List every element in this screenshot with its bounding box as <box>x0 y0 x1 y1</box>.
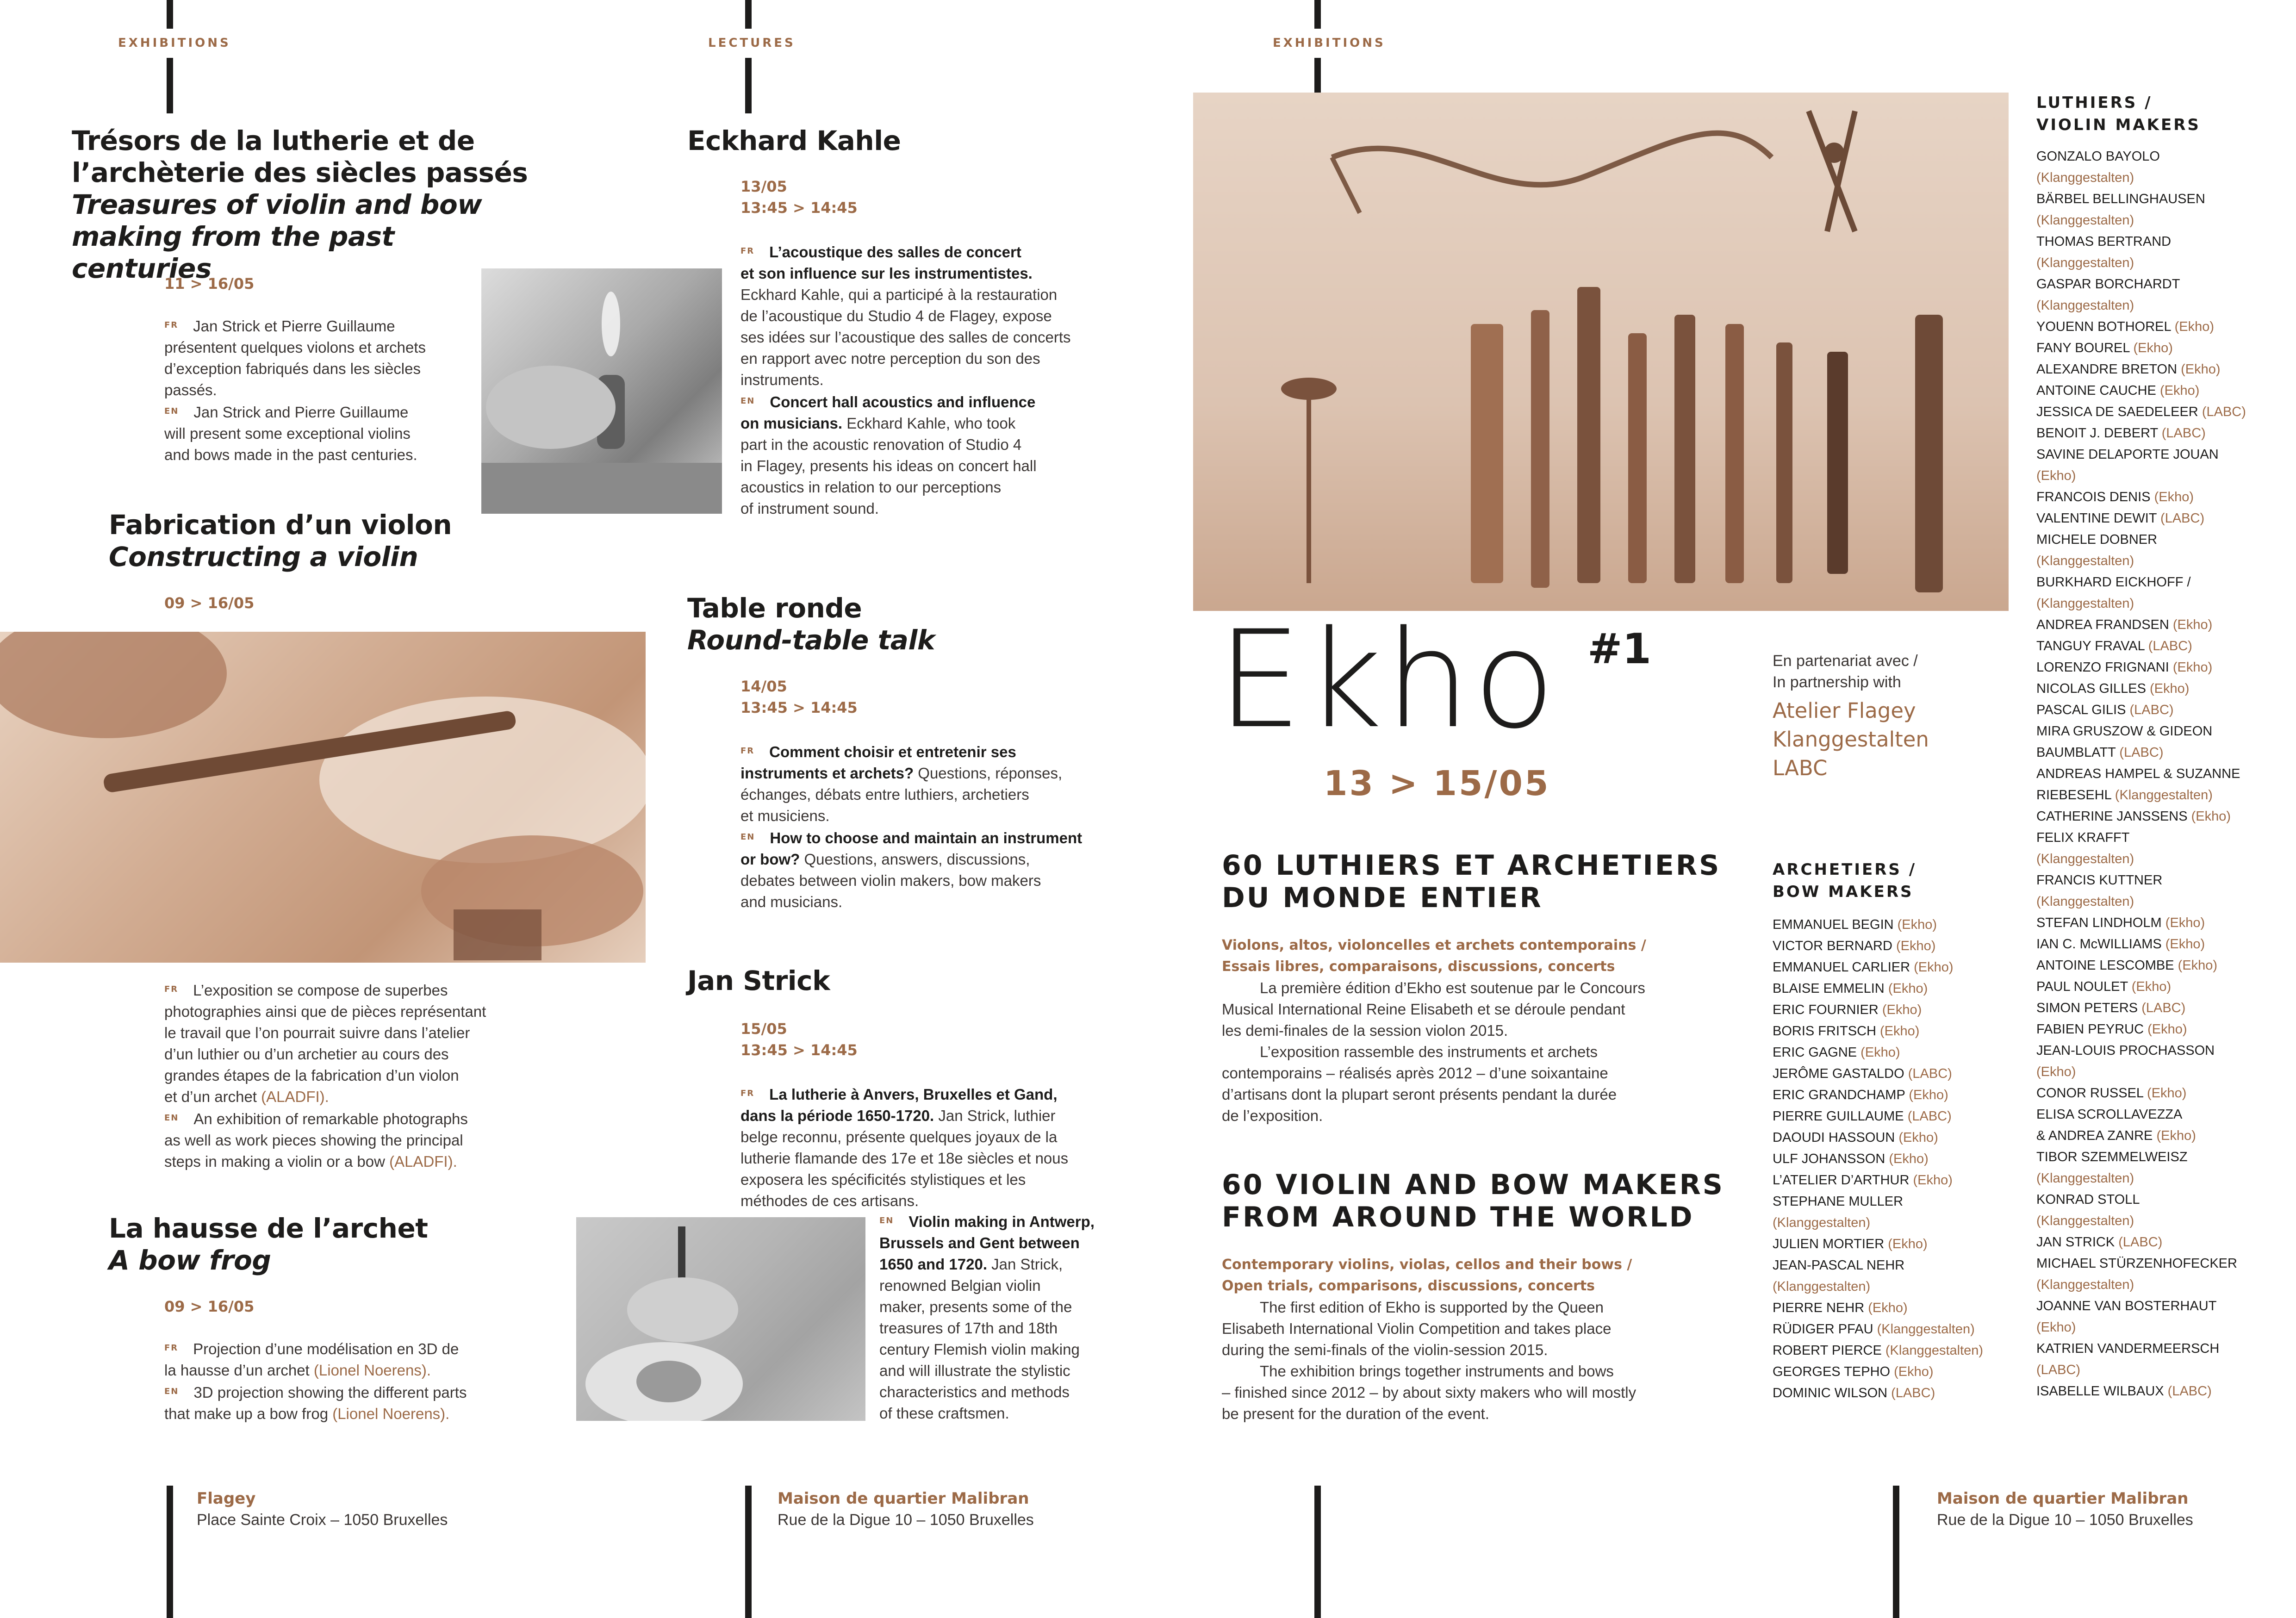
maker-affiliation: (LABC) <box>1891 1386 1935 1400</box>
divider-bar <box>167 0 173 29</box>
maker-entry <box>1773 1382 2041 1404</box>
hausse-date: 09 > 16/05 <box>164 1298 255 1315</box>
section-tag-exhibitions: EXHIBITIONS <box>118 36 231 50</box>
maker-entry <box>1773 1170 2041 1191</box>
section-tag-exhibitions: EXHIBITIONS <box>1273 36 1386 50</box>
ekho-edition: #1 <box>1587 625 1652 673</box>
maker-affiliation: (Ekho) <box>1860 1045 1900 1060</box>
maker-entry <box>2036 742 2286 763</box>
maker-entry <box>2036 721 2286 742</box>
maker-affiliation: (Klanggestalten) <box>2036 213 2134 228</box>
maker-name: NICOLAS GILLES <box>2036 681 2150 696</box>
maker-affiliation: (LABC) <box>2148 639 2192 653</box>
maker-affiliation: (LABC) <box>2118 1235 2163 1250</box>
maker-affiliation: (Ekho) <box>2191 809 2231 824</box>
photo-flame <box>481 268 722 514</box>
maker-affiliation: (Klanggestalten) <box>2036 1214 2134 1228</box>
maker-affiliation: (Klanggestalten) <box>2036 554 2134 568</box>
maker-affiliation: (Ekho) <box>1868 1301 1908 1315</box>
maker-entry <box>2036 486 2286 508</box>
maker-name: CONOR RUSSEL <box>2036 1086 2147 1101</box>
maker-entry <box>2036 614 2286 635</box>
divider-bar <box>1314 0 1321 29</box>
maker-entry <box>2036 1295 2286 1317</box>
maker-entry <box>2036 1168 2286 1189</box>
maker-entry <box>2036 870 2286 891</box>
maker-affiliation: (Ekho) <box>1889 1151 1929 1166</box>
maker-name: ANTOINE CAUCHE <box>2036 383 2160 398</box>
photo-tools <box>1193 93 2009 611</box>
maker-affiliation: (LABC) <box>2160 511 2205 526</box>
maker-entry <box>2036 1274 2286 1295</box>
maker-name: RIEBESEHL <box>2036 788 2115 803</box>
ekho-dates: 13 > 15/05 <box>1324 764 1550 803</box>
maker-entry <box>2036 1381 2286 1402</box>
maker-affiliation: (Ekho) <box>1894 1364 1934 1379</box>
maker-name: BÄRBEL BELLINGHAUSEN <box>2036 192 2205 206</box>
maker-name: ELISA SCROLLAVEZZA <box>2036 1107 2183 1122</box>
maker-affiliation: (Ekho) <box>1913 1173 1953 1188</box>
maker-affiliation: (Ekho) <box>2036 468 2076 483</box>
maker-entry <box>2036 316 2286 337</box>
maker-entry <box>2036 188 2286 210</box>
maker-entry <box>1773 1084 2041 1106</box>
maker-entry <box>1773 1106 2041 1127</box>
hausse-text: $^{FR}$ Projection d’une modélisation en 3D de la hausse d’un archet (Lionel Noerens). $^{EN}$ 3D projection showing the different parts that make up a bow frog (Lionel Noerens). <box>164 1340 467 1422</box>
maker-entry <box>2036 572 2286 593</box>
maker-affiliation: (Ekho) <box>2165 937 2205 952</box>
maker-name: MIRA GRUSZOW & GIDEON <box>2036 724 2213 739</box>
maker-name: FANY BOUREL <box>2036 341 2134 355</box>
maker-entry <box>2036 380 2286 401</box>
maker-name: EMMANUEL CARLIER <box>1773 960 1914 975</box>
maker-entry <box>2036 252 2286 274</box>
bow-makers-list <box>1773 914 2041 1404</box>
photo-scroll <box>576 1217 865 1421</box>
partner-klanggestalten: Klanggestalten <box>1773 727 1929 752</box>
fr-subheading: Violons, altos, violoncelles et archets contemporains / Essais libres, comparaisons, discussions, concerts <box>1222 937 1646 975</box>
maker-entry <box>2036 465 2286 486</box>
maker-name: FRANCOIS DENIS <box>2036 490 2154 504</box>
maker-affiliation: (LABC) <box>2036 1363 2081 1377</box>
maker-name: GEORGES TEPHO <box>1773 1364 1894 1379</box>
strick-title: Jan Strick <box>687 965 830 996</box>
maker-entry <box>2036 806 2286 827</box>
maker-name: JEAN-LOUIS PROCHASSON <box>2036 1043 2215 1058</box>
maker-name: ULF JOHANSSON <box>1773 1151 1889 1166</box>
en-subheading: Contemporary violins, violas, cellos and their bows / Open trials, comparisons, discussions, concerts <box>1222 1257 1632 1294</box>
maker-name: JULIEN MORTIER <box>1773 1237 1888 1251</box>
maker-entry <box>2036 955 2286 976</box>
maker-affiliation: (Ekho) <box>2165 915 2205 930</box>
maker-entry <box>1773 1340 2041 1361</box>
divider-bar <box>167 1486 173 1618</box>
maker-affiliation: (Ekho) <box>2181 362 2221 377</box>
maker-entry <box>2036 401 2286 423</box>
maker-name: JAN STRICK <box>2036 1235 2119 1250</box>
fr-heading: 60 LUTHIERS ET ARCHETIERS DU MONDE ENTIER <box>1222 849 1721 914</box>
maker-entry <box>2036 1019 2286 1040</box>
maker-entry <box>2036 529 2286 550</box>
maker-affiliation: (Klanggestalten) <box>2036 1277 2134 1292</box>
maker-entry <box>2036 1317 2286 1338</box>
maker-entry <box>2036 210 2286 231</box>
table-title: Table ronde Round-table talk <box>687 592 935 656</box>
fr-paragraph: La première édition d’Ekho est soutenue par le Concours Musical International Reine Elisabeth et se déroule pendant les demi-finales de la session violon 2015. L’exposition rassemble des instruments et archets contemporains – réalisés après 2012 – d’une soixantaine d’artisans dont la plupart seront présents pendant la durée de l’exposition. <box>1222 979 1645 1124</box>
maker-name: TIBOR SZEMMELWEISZ <box>2036 1150 2188 1164</box>
maker-entry <box>1773 1319 2041 1340</box>
en-paragraph: The first edition of Ekho is supported by the Queen Elisabeth International Violin Competition and takes place during the semi-finals of the violin-session 2015. The exhibition brings together instruments and bows – finished since 2012 – by about sixty makers who will mostly be present for the duration of the event. <box>1222 1299 1636 1422</box>
maker-affiliation: (Ekho) <box>1888 981 1928 996</box>
maker-name: BORIS FRITSCH <box>1773 1024 1880 1039</box>
maker-entry <box>2036 635 2286 657</box>
maker-entry <box>1773 1255 2041 1276</box>
maker-entry <box>1773 1063 2041 1084</box>
partner-atelier-flagey: Atelier Flagey <box>1773 698 1916 723</box>
maker-name: FABIEN PEYRUC <box>2036 1022 2148 1037</box>
maker-entry <box>2036 763 2286 784</box>
maker-name: RÜDIGER PFAU <box>1773 1322 1877 1337</box>
maker-affiliation: (Klanggestalten) <box>2036 894 2134 909</box>
maker-name: BAUMBLATT <box>2036 745 2120 760</box>
maker-name: JOANNE VAN BOSTERHAUT <box>2036 1299 2217 1313</box>
maker-name: VICTOR BERNARD <box>1773 939 1896 953</box>
maker-affiliation: (LABC) <box>1908 1066 1952 1081</box>
maker-name: TANGUY FRAVAL <box>2036 639 2148 653</box>
maker-name: PIERRE GUILLAUME <box>1773 1109 1908 1124</box>
maker-entry <box>2036 784 2286 806</box>
maker-entry <box>2036 1253 2286 1274</box>
maker-entry <box>2036 678 2286 699</box>
maker-entry <box>2036 295 2286 316</box>
maker-affiliation: (Ekho) <box>1909 1088 1948 1102</box>
maker-entry <box>1773 1233 2041 1255</box>
maker-entry <box>2036 1040 2286 1061</box>
maker-entry <box>1773 1021 2041 1042</box>
maker-affiliation: (Klanggestalten) <box>1773 1215 1871 1230</box>
maker-entry <box>2036 657 2286 678</box>
divider-bar <box>745 1486 752 1618</box>
maker-entry <box>2036 891 2286 912</box>
maker-affiliation: (LABC) <box>1907 1109 1952 1124</box>
maker-name: LORENZO FRIGNANI <box>2036 660 2173 675</box>
maker-name: JESSICA DE SAEDELEER <box>2036 404 2202 419</box>
maker-name: JERÔME GASTALDO <box>1773 1066 1908 1081</box>
maker-entry <box>2036 593 2286 614</box>
maker-affiliation: (Klanggestalten) <box>2036 298 2134 313</box>
maker-affiliation: (LABC) <box>2202 404 2246 419</box>
maker-entry <box>2036 1146 2286 1168</box>
violin-makers-heading: LUTHIERS / VIOLIN MAKERS <box>2036 93 2201 134</box>
maker-name: DOMINIC WILSON <box>1773 1386 1892 1400</box>
maker-name: JEAN-PASCAL NEHR <box>1773 1258 1905 1273</box>
tresors-date: 11 > 16/05 <box>164 275 255 292</box>
maker-name: BENOIT J. DEBERT <box>2036 426 2162 441</box>
maker-entry <box>1773 1148 2041 1170</box>
divider-bar <box>745 0 752 29</box>
maker-affiliation: (Ekho) <box>2174 319 2215 334</box>
maker-entry <box>1773 1361 2041 1382</box>
maker-affiliation: (LABC) <box>2119 745 2164 760</box>
maker-entry <box>2036 444 2286 465</box>
maker-entry <box>2036 1232 2286 1253</box>
violon-date: 09 > 16/05 <box>164 594 255 612</box>
divider-bar <box>1314 1486 1321 1618</box>
partners: En partenariat avec / In partnership with Atelier Flagey Klanggestalten LABC <box>1773 650 1929 783</box>
maker-name: MICHAEL STÜRZENHOFECKER <box>2036 1256 2237 1271</box>
maker-entry <box>2036 508 2286 529</box>
maker-name: KATRIEN VANDERMEERSCH <box>2036 1341 2220 1356</box>
maker-entry <box>2036 1083 2286 1104</box>
maker-entry <box>2036 1189 2286 1210</box>
maker-entry <box>1773 1127 2041 1148</box>
maker-affiliation: (Ekho) <box>2036 1320 2076 1335</box>
maker-name: ERIC FOURNIER <box>1773 1002 1882 1017</box>
maker-entry <box>2036 933 2286 955</box>
maker-entry <box>2036 274 2286 295</box>
maker-name: GASPAR BORCHARDT <box>2036 277 2180 292</box>
maker-name: GONZALO BAYOLO <box>2036 149 2160 164</box>
kahle-text: $^{FR}$ L’acoustique des salles de concert et son influence sur les instrumentistes. Eckhard Kahle, qui a participé à la restauration de l’acoustique du Studio 4 de Flagey, expose ses idées sur l’acoustique des salles de concerts en rapport avec notre perception du son des instruments. $^{EN}$ Concert hall acoustics and influence on musicians. Eckhard Kahle, who took part in the acoustic renovation of Studio 4 in Flagey, presents his ideas on concert hall acoustics in relation to our perceptions of instrument sound. <box>740 243 1071 517</box>
hausse-title: La hausse de l’archet A bow frog <box>109 1213 428 1276</box>
table-date: 14/05 13:45 > 14:45 <box>740 678 858 716</box>
maker-name: MICHELE DOBNER <box>2036 532 2158 547</box>
maker-affiliation: (Ekho) <box>2154 490 2194 504</box>
maker-entry <box>2036 1061 2286 1083</box>
strick-text-en: $^{EN}$ Violin making in Antwerp, Brussels and Gent between 1650 and 1720. Jan Strick, renowned Belgian violin maker, presents some of the treasures of 17th and 18th century Flemish violin making and will illustrate the stylistic characteristics and methods of these craftsmen. <box>879 1213 1095 1422</box>
bow-makers-heading: ARCHETIERS / BOW MAKERS <box>1773 860 1917 901</box>
maker-entry <box>2036 423 2286 444</box>
maker-entry <box>2036 550 2286 572</box>
maker-entry <box>1773 1297 2041 1319</box>
maker-affiliation: (Ekho) <box>2133 341 2173 355</box>
maker-affiliation: (Ekho) <box>2159 383 2200 398</box>
divider-bar <box>745 58 752 113</box>
maker-entry <box>1773 1042 2041 1063</box>
maker-name: STEPHANE MULLER <box>1773 1194 1904 1209</box>
maker-name: BLAISE EMMELIN <box>1773 981 1888 996</box>
partner-labc: LABC <box>1773 756 1828 780</box>
maker-affiliation: (Klanggestalten) <box>2036 255 2134 270</box>
en-heading: 60 VIOLIN AND BOW MAKERS FROM AROUND THE WORLD <box>1222 1169 1724 1233</box>
table-text: $^{FR}$ Comment choisir et entretenir ses instruments et archets? Questions, réponses, échanges, débats entre luthiers, archetiers et musiciens. $^{EN}$ How to choose and maintain an instrument or bow? Questions, answers, discussions, debates between violin makers, bow makers and musicians. <box>740 743 1083 910</box>
maker-entry <box>2036 1359 2286 1381</box>
maker-affiliation: (Ekho) <box>2147 1022 2187 1037</box>
maker-entry <box>1773 1212 2041 1233</box>
ekho-logo: Ekho <box>1217 602 1558 758</box>
violon-title: Fabrication d’un violon Constructing a violin <box>109 509 452 573</box>
maker-affiliation: (Ekho) <box>1897 917 1937 932</box>
maker-name: KONRAD STOLL <box>2036 1192 2140 1207</box>
maker-affiliation: (Klanggestalten) <box>1885 1343 1984 1358</box>
maker-entry <box>2036 359 2286 380</box>
maker-name: ANDREA FRANDSEN <box>2036 617 2173 632</box>
maker-entry <box>2036 337 2286 359</box>
maker-entry <box>2036 146 2286 167</box>
maker-entry <box>1773 914 2041 935</box>
maker-name: ERIC GAGNE <box>1773 1045 1861 1060</box>
violin-makers-list <box>2036 146 2286 1402</box>
divider-bar <box>167 58 173 113</box>
tresors-text: $^{FR}$ Jan Strick et Pierre Guillaume présentent quelques violons et archets d’exception fabriqués dans les siècles passés. $^{EN}$ Jan Strick and Pierre Guillaume will present some exceptional violins and bows made in the past centuries. <box>164 317 426 463</box>
maker-name: PIERRE NEHR <box>1773 1301 1868 1315</box>
maker-name: ALEXANDRE BRETON <box>2036 362 2181 377</box>
maker-entry <box>2036 231 2286 252</box>
maker-affiliation: (Ekho) <box>2036 1064 2076 1079</box>
maker-entry <box>2036 1338 2286 1359</box>
photo-carving <box>0 632 646 963</box>
maker-name: L’ATELIER D’ARTHUR <box>1773 1173 1913 1188</box>
maker-entry <box>2036 976 2286 997</box>
maker-name: VALENTINE DEWIT <box>2036 511 2161 526</box>
maker-affiliation: (Ekho) <box>1896 939 1936 953</box>
maker-name: ROBERT PIERCE <box>1773 1343 1885 1358</box>
maker-affiliation: (Ekho) <box>2131 979 2172 994</box>
maker-entry <box>2036 997 2286 1019</box>
maker-name: CATHERINE JANSSENS <box>2036 809 2191 824</box>
maker-entry <box>2036 699 2286 721</box>
maker-affiliation: (Klanggestalten) <box>1877 1322 1975 1337</box>
strick-text-fr: $^{FR}$ La lutherie à Anvers, Bruxelles et Gand, dans la période 1650-1720. Jan Strick, luthier belge reconnu, présente quelques joyaux de la lutherie flamande des 17e et 18e siècles et nous exposera les spécificités stylistiques et les méthodes de ces artisans. <box>740 1086 1069 1209</box>
maker-entry <box>1773 1276 2041 1297</box>
footer-flagey: Flagey Place Sainte Croix – 1050 Bruxelles <box>197 1489 448 1529</box>
maker-entry <box>1773 1191 2041 1212</box>
maker-name: PAUL NOULET <box>2036 979 2132 994</box>
divider-bar <box>1893 1486 1899 1618</box>
maker-affiliation: (Klanggestalten) <box>1773 1279 1871 1294</box>
maker-affiliation: (Ekho) <box>1882 1002 1922 1017</box>
violon-text: $^{FR}$ L’exposition se compose de superbes photographies ainsi que de pièces représentant le travail que l’on pourrait suivre dans l’atelier d’un luthier ou d’un archetier au cours des grandes étapes de la fabrication d’un violon et d’un archet (ALADFI). $^{EN}$ An exhibition of remarkable photographs as well as work pieces showing the principal steps in making a violin or a bow (ALADFI). <box>164 982 486 1170</box>
maker-affiliation: (Ekho) <box>1914 960 1954 975</box>
maker-name: BURKHARD EICKHOFF / <box>2036 575 2191 590</box>
maker-name: FRANCIS KUTTNER <box>2036 873 2163 888</box>
maker-affiliation: (Ekho) <box>2178 958 2218 973</box>
maker-affiliation: (Klanggestalten) <box>2036 1171 2134 1186</box>
maker-name: ANDREAS HAMPEL & SUZANNE <box>2036 766 2240 781</box>
kahle-date: 13/05 13:45 > 14:45 <box>740 178 858 217</box>
maker-name: FELIX KRAFFT <box>2036 830 2130 845</box>
maker-affiliation: (Ekho) <box>2150 681 2190 696</box>
maker-affiliation: (Ekho) <box>2156 1128 2196 1143</box>
maker-entry <box>1773 935 2041 957</box>
maker-affiliation: (Ekho) <box>1880 1024 1920 1039</box>
maker-affiliation: (Ekho) <box>1898 1130 1938 1145</box>
maker-entry <box>2036 167 2286 188</box>
maker-entry <box>2036 1210 2286 1232</box>
maker-name: ISABELLE WILBAUX <box>2036 1384 2168 1399</box>
maker-affiliation: (Ekho) <box>2172 660 2213 675</box>
maker-affiliation: (LABC) <box>2129 703 2174 717</box>
maker-affiliation: (Klanggestalten) <box>2036 852 2134 866</box>
maker-affiliation: (Ekho) <box>1888 1237 1928 1251</box>
maker-name: SIMON PETERS <box>2036 1001 2142 1015</box>
maker-entry <box>2036 827 2286 848</box>
maker-entry <box>1773 957 2041 978</box>
maker-entry <box>2036 912 2286 933</box>
maker-name: EMMANUEL BEGIN <box>1773 917 1898 932</box>
maker-name: ANTOINE LESCOMBE <box>2036 958 2178 973</box>
maker-name: IAN C. McWILLIAMS <box>2036 937 2165 952</box>
maker-affiliation: (Ekho) <box>2147 1086 2187 1101</box>
maker-name: ERIC GRANDCHAMP <box>1773 1088 1909 1102</box>
maker-name: PASCAL GILIS <box>2036 703 2130 717</box>
maker-affiliation: (LABC) <box>2167 1384 2212 1399</box>
section-tag-lectures: LECTURES <box>708 36 796 50</box>
maker-name: YOUENN BOTHOREL <box>2036 319 2175 334</box>
maker-name: DAOUDI HASSOUN <box>1773 1130 1899 1145</box>
maker-affiliation: (Klanggestalten) <box>2036 596 2134 611</box>
maker-affiliation: (Ekho) <box>2172 617 2213 632</box>
maker-entry <box>2036 848 2286 870</box>
footer-malibran-right: Maison de quartier Malibran Rue de la Digue 10 – 1050 Bruxelles <box>1937 1489 2193 1529</box>
maker-affiliation: (LABC) <box>2161 426 2206 441</box>
maker-entry <box>2036 1104 2286 1125</box>
tresors-title: Trésors de la lutherie et de l’archèterie des siècles passés Treasures of violin and bow making from the past centuries <box>72 125 528 284</box>
maker-name: SAVINE DELAPORTE JOUAN <box>2036 447 2219 462</box>
maker-name: STEFAN LINDHOLM <box>2036 915 2165 930</box>
maker-affiliation: (Klanggestalten) <box>2036 170 2134 185</box>
footer-malibran: Maison de quartier Malibran Rue de la Digue 10 – 1050 Bruxelles <box>778 1489 1034 1529</box>
maker-affiliation: (Klanggestalten) <box>2115 788 2213 803</box>
maker-entry <box>2036 1125 2286 1146</box>
maker-name: & ANDREA ZANRE <box>2036 1128 2157 1143</box>
maker-affiliation: (LABC) <box>2141 1001 2186 1015</box>
maker-entry <box>1773 999 2041 1021</box>
maker-name: THOMAS BERTRAND <box>2036 234 2172 249</box>
strick-date: 15/05 13:45 > 14:45 <box>740 1020 858 1059</box>
kahle-title: Eckhard Kahle <box>687 125 901 156</box>
maker-entry <box>1773 978 2041 999</box>
